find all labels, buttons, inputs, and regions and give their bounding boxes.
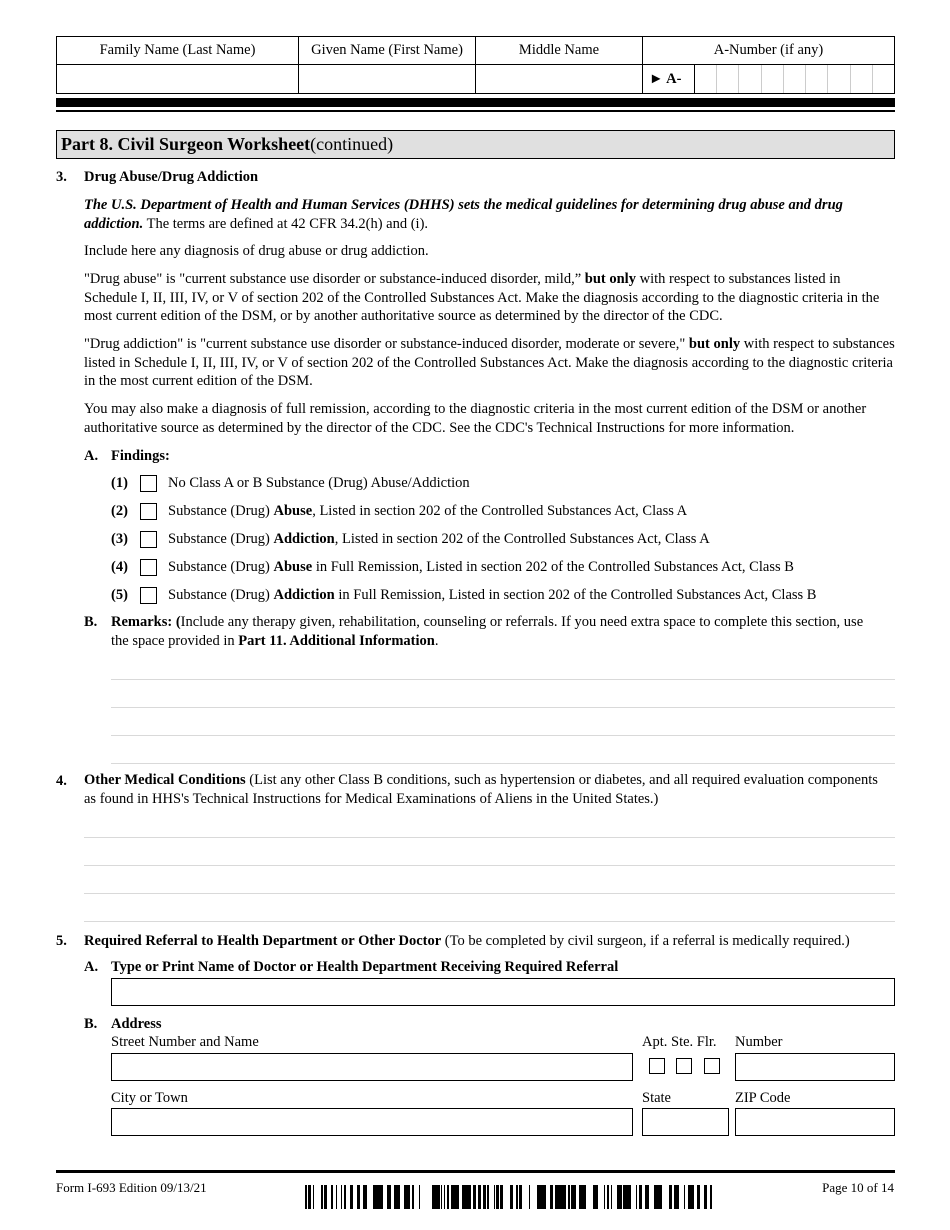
zip-label: ZIP Code (735, 1090, 791, 1106)
remarks-label: B. (84, 614, 98, 630)
part-suffix: (continued) (310, 134, 394, 154)
finding-checkbox[interactable] (140, 587, 157, 604)
apt-number-input[interactable] (735, 1053, 895, 1081)
finding-number: (1) (111, 475, 128, 491)
city-label: City or Town (111, 1090, 188, 1106)
number-label: Number (735, 1034, 783, 1050)
finding-number: (3) (111, 531, 128, 547)
finding-text: Substance (Drug) Abuse in Full Remission, Listed in section 202 of the Controlled Substances Act, Class B (168, 559, 794, 575)
footer-divider (56, 1170, 895, 1173)
given-name-label: Given Name (First Name) (299, 37, 476, 64)
findings-label: A. (84, 448, 99, 464)
ste-checkbox[interactable] (676, 1058, 692, 1074)
referral-a-label: A. (84, 959, 99, 975)
barcode-image (305, 1185, 712, 1209)
address-label: B. (84, 1016, 98, 1032)
family-name-field[interactable] (57, 65, 299, 93)
flr-checkbox[interactable] (704, 1058, 720, 1074)
header-divider-thin (56, 110, 895, 112)
finding-checkbox[interactable] (140, 503, 157, 520)
header-divider-thick (56, 98, 895, 107)
finding-text: Substance (Drug) Addiction, Listed in section 202 of the Controlled Substances Act, Class A (168, 531, 710, 547)
address-title: Address (111, 1016, 162, 1032)
apt-checkbox[interactable] (649, 1058, 665, 1074)
apt-label: Apt. Ste. Flr. (642, 1034, 717, 1050)
section-5-text: Required Referral to Health Department or Other Doctor (To be completed by civil surgeon, if a referral is medically required.) (84, 933, 850, 949)
referral-name-input[interactable] (111, 978, 895, 1006)
remarks-text: Remarks: (Include any therapy given, rehabilitation, counseling or referrals. If you need extra space to complete this section, use the space provided in Part 11. Additional Information. (111, 614, 864, 649)
finding-number: (5) (111, 587, 128, 603)
finding-text: Substance (Drug) Abuse, Listed in section 202 of the Controlled Substances Act, Class A (168, 503, 688, 519)
form-edition: Form I-693 Edition 09/13/21 (56, 1180, 207, 1195)
city-input[interactable] (111, 1108, 633, 1136)
finding-checkbox[interactable] (140, 559, 157, 576)
other-conditions-line-2[interactable] (84, 865, 895, 866)
remarks-line-1[interactable] (111, 679, 895, 680)
finding-checkbox[interactable] (140, 475, 157, 492)
finding-number: (4) (111, 559, 128, 575)
remarks-line-4[interactable] (111, 763, 895, 764)
other-conditions-line-4[interactable] (84, 921, 895, 922)
section-3-number: 3. (56, 169, 67, 185)
findings-title: Findings: (111, 448, 170, 464)
finding-text: No Class A or B Substance (Drug) Abuse/Addiction (168, 475, 470, 491)
section-4-text: Other Medical Conditions (List any other Class B conditions, such as hypertension or diabetes, and all required evaluation components as found in HHS's Technical Instructions for Medical Examinations of Aliens in the United States.) (84, 772, 878, 807)
a-number-prefix: ► A- (643, 65, 695, 93)
section-5-number: 5. (56, 933, 67, 949)
family-name-label: Family Name (Last Name) (57, 37, 299, 64)
section-3-title: Drug Abuse/Drug Addiction (84, 169, 259, 185)
section-3-include: Include here any diagnosis of drug abuse or drug addiction. (84, 243, 429, 259)
zip-input[interactable] (735, 1108, 895, 1136)
finding-checkbox[interactable] (140, 531, 157, 548)
street-label: Street Number and Name (111, 1034, 259, 1050)
middle-name-label: Middle Name (476, 37, 643, 64)
middle-name-field[interactable] (476, 65, 643, 93)
page-number: Page 10 of 14 (822, 1180, 894, 1195)
part-title: Part 8. Civil Surgeon Worksheet (61, 134, 311, 154)
remarks-line-2[interactable] (111, 707, 895, 708)
a-number-label: A-Number (if any) (713, 42, 824, 58)
state-label: State (642, 1090, 671, 1106)
section-3-intro: The U.S. Department of Health and Human Services (DHHS) sets the medical guidelines for determining drug abuse and drug addiction. The terms are defined at 42 CFR 34.2(h) and (i). (84, 197, 843, 232)
full-remission-text: You may also make a diagnosis of full remission, according to the diagnostic criteria in the most current edition of the DSM or another authoritative source as determined by the director of the CDC. See the CDC's Technical Instructions for more information. (84, 401, 867, 436)
other-conditions-line-3[interactable] (84, 893, 895, 894)
name-header-table (56, 36, 895, 94)
other-conditions-line-1[interactable] (84, 837, 895, 838)
referral-a-title: Type or Print Name of Doctor or Health Department Receiving Required Referral (111, 959, 619, 975)
a-number-field[interactable] (643, 65, 894, 93)
drug-addiction-definition: "Drug addiction" is "current substance use disorder or substance-induced disorder, moderate or severe," but only with respect to substances listed in Schedule I, II, III, IV, or V of section 202 of the Controlled Substances Act. Make the diagnosis according to the diagnostic criteria in the most current edition of the DSM. (84, 336, 895, 389)
drug-abuse-definition: "Drug abuse" is "current substance use disorder or substance-induced disorder, mild,” but only with respect to substances listed in Schedule I, II, III, IV, or V of section 202 of the Controlled Substances Act. Make the diagnosis according to the diagnostic criteria in the most current edition of the DSM, or by another authoritative source as determined by the director of the CDC. (84, 271, 880, 324)
remarks-line-3[interactable] (111, 735, 895, 736)
given-name-field[interactable] (299, 65, 476, 93)
state-input[interactable] (642, 1108, 729, 1136)
street-input[interactable] (111, 1053, 633, 1081)
finding-text: Substance (Drug) Addiction in Full Remission, Listed in section 202 of the Controlled Substances Act, Class B (168, 587, 817, 603)
part-8-header (56, 130, 895, 159)
finding-number: (2) (111, 503, 128, 519)
section-4-number: 4. (56, 773, 67, 789)
